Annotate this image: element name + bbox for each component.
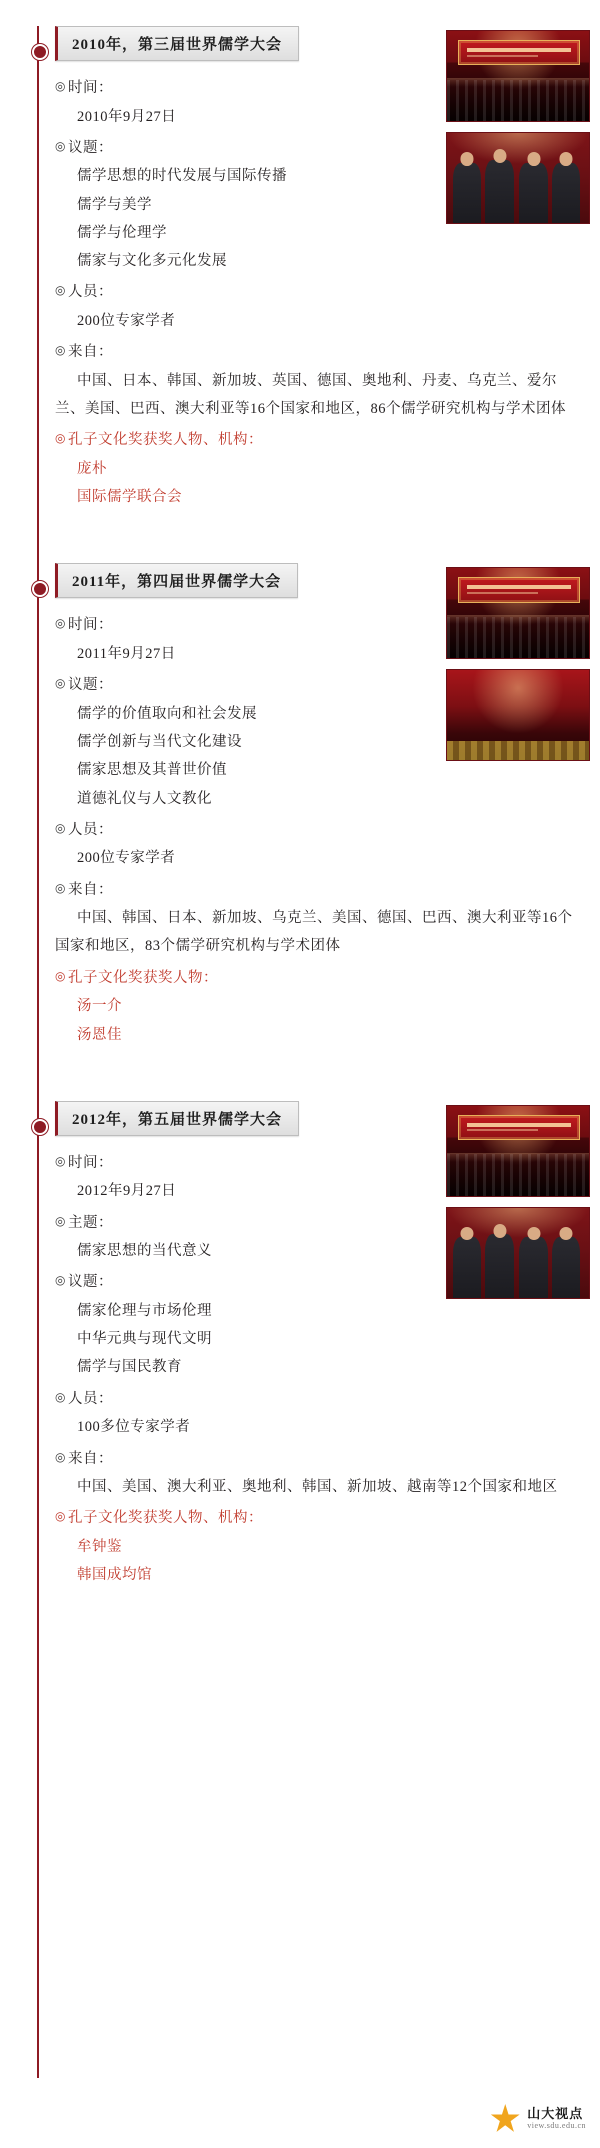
- field-label-text: 孔子文化奖获奖人物：: [68, 969, 218, 986]
- field-value: 儒家伦理与市场伦理: [77, 1302, 212, 1319]
- field-value: 100多位专家学者: [77, 1419, 191, 1436]
- field-label: [55, 1386, 586, 1414]
- timeline-node-icon: [32, 1119, 48, 1135]
- field-group: [55, 965, 586, 1049]
- field-label: [55, 279, 586, 307]
- field-label: [55, 427, 586, 455]
- field-value: 中华元典与现代文明: [77, 1331, 212, 1348]
- circle-bullet-icon: ◎: [55, 1153, 66, 1168]
- field-values: [55, 904, 586, 961]
- circle-bullet-icon: ◎: [55, 820, 66, 835]
- field-values: [77, 307, 586, 335]
- field-label-text: 议题：: [68, 1274, 113, 1291]
- field-group: [55, 672, 586, 813]
- field-group: [55, 817, 586, 873]
- circle-bullet-icon: ◎: [55, 431, 66, 446]
- circle-bullet-icon: ◎: [55, 138, 66, 153]
- field-values: [77, 992, 586, 1049]
- circle-bullet-icon: ◎: [55, 1449, 66, 1464]
- field-label-text: 孔子文化奖获奖人物、机构：: [68, 1510, 263, 1527]
- field-value: 韩国成均馆: [77, 1567, 152, 1584]
- field-label: [55, 817, 586, 845]
- star-logo-icon: [490, 2104, 520, 2134]
- field-group: [55, 339, 586, 423]
- field-values: [77, 700, 586, 813]
- circle-bullet-icon: ◎: [55, 1509, 66, 1524]
- field-label-text: 来自：: [68, 344, 113, 361]
- circle-bullet-icon: ◎: [55, 616, 66, 631]
- field-label: [55, 339, 586, 367]
- field-label: [55, 1446, 586, 1474]
- field-values: [77, 1237, 586, 1265]
- timeline-node-icon: [32, 44, 48, 60]
- field-value: 儒学与国民教育: [77, 1359, 182, 1376]
- field-value: 2011年9月27日: [77, 645, 176, 662]
- field-value: 儒学思想的时代发展与国际传播: [77, 168, 287, 185]
- field-value: 200位专家学者: [77, 850, 176, 867]
- field-label-text: 人员：: [68, 1390, 113, 1407]
- field-value: 庞朴: [77, 460, 107, 477]
- field-label: [55, 672, 586, 700]
- watermark-title: 山大视点: [527, 2106, 584, 2122]
- section-title: 2010年，第三届世界儒学大会: [55, 26, 299, 61]
- field-values: [77, 1177, 586, 1205]
- conference-section: [0, 26, 600, 511]
- field-label: [55, 612, 586, 640]
- field-values: [77, 1413, 586, 1441]
- field-group: [55, 75, 586, 131]
- circle-bullet-icon: ◎: [55, 676, 66, 691]
- field-value: 儒学与伦理学: [77, 224, 167, 241]
- field-values: [77, 1533, 586, 1590]
- field-value: 道德礼仪与人文教化: [77, 790, 212, 807]
- field-label-text: 人员：: [68, 821, 113, 838]
- field-group: [55, 135, 586, 276]
- field-value: 儒家与文化多元化发展: [77, 253, 227, 270]
- field-label: [55, 1505, 586, 1533]
- field-value: 牟钟鉴: [77, 1538, 122, 1555]
- section-body: [55, 75, 586, 511]
- field-value: 中国、韩国、日本、新加坡、乌克兰、美国、德国、巴西、澳大利亚等16个国家和地区，83个儒学研究机构与学术团体: [55, 910, 573, 955]
- field-label: [55, 75, 586, 103]
- circle-bullet-icon: ◎: [55, 343, 66, 358]
- field-value: 儒家思想的当代意义: [77, 1243, 212, 1260]
- circle-bullet-icon: ◎: [55, 79, 66, 93]
- field-group: [55, 1150, 586, 1206]
- field-group: [55, 1210, 586, 1266]
- field-label-text: 时间：: [68, 1154, 113, 1171]
- field-values: [77, 844, 586, 872]
- section-title: 2012年，第五届世界儒学大会: [55, 1101, 299, 1136]
- field-label: [55, 1269, 586, 1297]
- field-values: [77, 455, 586, 512]
- field-label: [55, 965, 586, 993]
- field-label-text: 孔子文化奖获奖人物、机构：: [68, 432, 263, 449]
- field-value: 中国、美国、澳大利亚、奥地利、韩国、新加坡、越南等12个国家和地区: [77, 1479, 558, 1496]
- field-values: [77, 103, 586, 131]
- field-label-text: 来自：: [68, 881, 113, 898]
- watermark-url: view.sdu.edu.cn: [527, 2120, 586, 2130]
- field-label-text: 时间：: [68, 80, 113, 96]
- field-value: 汤一介: [77, 998, 122, 1015]
- field-values: [77, 640, 586, 668]
- timeline-node-icon: [32, 581, 48, 597]
- circle-bullet-icon: ◎: [55, 1213, 66, 1228]
- field-value: 儒学的价值取向和社会发展: [77, 705, 257, 722]
- field-value: 200位专家学者: [77, 312, 176, 329]
- sections-container: [0, 26, 600, 1589]
- field-values: [77, 1297, 586, 1382]
- field-group: [55, 1269, 586, 1381]
- field-label: [55, 135, 586, 163]
- field-value: 儒家思想及其普世价值: [77, 762, 227, 779]
- conference-section: [0, 563, 600, 1048]
- field-value: 儒学与美学: [77, 196, 152, 213]
- field-value: 汤恩佳: [77, 1026, 122, 1043]
- field-label-text: 人员：: [68, 284, 113, 301]
- watermark: [490, 2104, 586, 2134]
- field-label-text: 时间：: [68, 617, 113, 634]
- field-value: 2010年9月27日: [77, 108, 177, 125]
- field-label-text: 来自：: [68, 1450, 113, 1467]
- field-group: [55, 427, 586, 511]
- circle-bullet-icon: ◎: [55, 880, 66, 895]
- field-label-text: 主题：: [68, 1214, 113, 1231]
- field-label: [55, 1210, 586, 1238]
- field-value: 中国、日本、韩国、新加坡、英国、德国、奥地利、丹麦、乌克兰、爱尔兰、美国、巴西、澳大利亚等16个国家和地区，86个儒学研究机构与学术团体: [55, 372, 566, 418]
- section-body: [55, 1150, 586, 1590]
- field-group: [55, 279, 586, 335]
- field-label: [55, 1150, 586, 1178]
- field-group: [55, 1446, 586, 1502]
- field-value: 国际儒学联合会: [77, 489, 182, 506]
- field-group: [55, 1386, 586, 1442]
- section-title: 2011年，第四届世界儒学大会: [55, 563, 298, 598]
- field-value: 儒学创新与当代文化建设: [77, 734, 242, 751]
- circle-bullet-icon: ◎: [55, 968, 66, 983]
- field-values: [77, 162, 586, 275]
- circle-bullet-icon: ◎: [55, 1273, 66, 1288]
- field-group: [55, 877, 586, 961]
- field-label-text: 议题：: [68, 139, 113, 156]
- field-label-text: 议题：: [68, 677, 113, 694]
- field-value: 2012年9月27日: [77, 1183, 177, 1200]
- circle-bullet-icon: ◎: [55, 1389, 66, 1404]
- conference-section: [0, 1101, 600, 1590]
- field-values: [77, 1473, 586, 1501]
- field-group: [55, 1505, 586, 1589]
- field-group: [55, 612, 586, 668]
- section-body: [55, 612, 586, 1048]
- field-values: [55, 367, 586, 424]
- field-label: [55, 877, 586, 905]
- circle-bullet-icon: ◎: [55, 283, 66, 298]
